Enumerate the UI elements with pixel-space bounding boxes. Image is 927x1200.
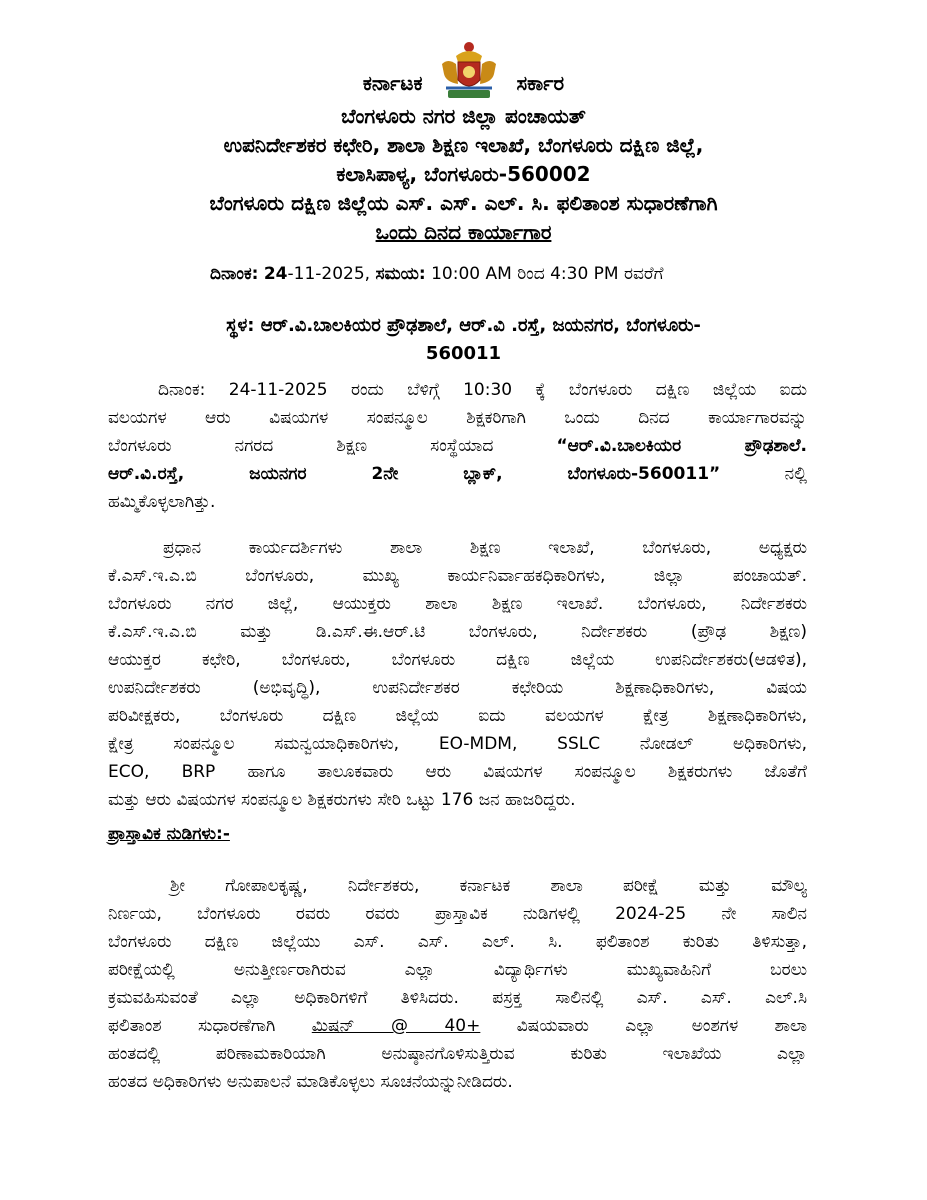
- paragraph-line: [108, 460, 807, 488]
- paragraph-line: ಕೆ.ಎಸ್.ಇ.ಎ.ಬಿ ಬೆಂಗಳೂರು, ಮುಖ್ಯ ಕಾರ್ಯನಿರ್ವಾಹಕಧಿಕಾರಿಗಳು, ಜಿಲ್ಲಾ ಪಂಚಾಯತ್.: [108, 566, 807, 586]
- paragraph-line: ಉಪನಿರ್ದೇಶಕರು (ಅಭಿವೃದ್ಧಿ), ಉಪನಿರ್ದೇಶಕರ ಕಛೇರಿಯ ಶಿಕ್ಷಣಾಧಿಕಾರಿಗಳು, ವಿಷಯ: [108, 678, 807, 698]
- paragraph-line: ಶ್ರೀ ಗೋಪಾಲಕೃಷ್ಣ, ನಿರ್ದೇಶಕರು, ಕರ್ನಾಟಕ ಶಾಲಾ ಪರೀಕ್ಷೆ ಮತ್ತು ಮೌಲ್ಯ: [170, 876, 807, 896]
- paragraph-line: ಪರೀಕ್ಷೆಯಲ್ಲಿ ಅನುತ್ತೀರ್ಣರಾಗಿರುವ ಎಲ್ಲಾ ವಿದ್ಯಾರ್ಥಿಗಳು ಮುಖ್ಯವಾಹಿನಿಗೆ ಬರಲು: [108, 960, 807, 980]
- time-value: 10:00 AM ರಿಂದ 4:30 PM ರವರೆಗೆ: [431, 264, 664, 284]
- paragraph-line: ಪರಿವೀಕ್ಷಕರು, ಬೆಂಗಳೂರು ದಕ್ಷಿಣ ಜಿಲ್ಲೆಯ ಐದು ವಲಯಗಳ ಕ್ಷೇತ್ರ ಶಿಕ್ಷಣಾಧಿಕಾರಿಗಳು,: [108, 706, 807, 726]
- date-rest: -11-2025,: [287, 264, 371, 284]
- paragraph-line: ಕೆ.ಎಸ್.ಇ.ಎ.ಬಿ ಮತ್ತು ಡಿ.ಎಸ್.ಈ.ಆರ್.ಟಿ ಬೆಂಗಳೂರು, ನಿರ್ದೇಶಕರು (ಪ್ರೌಢ ಶಿಕ್ಷಣ): [108, 622, 807, 642]
- paragraph-line: [108, 1012, 807, 1040]
- letterhead-top-row: [0, 38, 927, 102]
- paragraph-line: ಕ್ಷೇತ್ರ ಸಂಪನ್ಮೂಲ ಸಮನ್ವಯಾಧಿಕಾರಿಗಳು, EO-MDM, SSLC ನೋಡಲ್ ಅಧಿಕಾರಿಗಳು,: [108, 734, 807, 754]
- paragraph-line: ಪ್ರಧಾನ ಕಾರ್ಯದರ್ಶಿಗಳು ಶಾಲಾ ಶಿಕ್ಷಣ ಇಲಾಖೆ, ಬೆಂಗಳೂರು, ಅಧ್ಯಕ್ಷರು: [163, 538, 807, 558]
- government-word: ಸರ್ಕಾರ: [516, 71, 565, 95]
- karnataka-emblem-icon: [434, 40, 504, 102]
- paragraph-line: ಹಂತದಲ್ಲಿ ಪರಿಣಾಮಕಾರಿಯಾಗಿ ಅನುಷ್ಠಾನಗೊಳಿಸುತ್ತಿರುವ ಕುರಿತು ಇಲಾಖೆಯ ಎಲ್ಲಾ: [108, 1044, 807, 1064]
- institution-name: “ಆರ್.ವಿ.ಬಾಲಕಿಯರ ಪ್ರೌಢಶಾಲೆ.: [556, 436, 807, 456]
- paragraph-text: ನಲ್ಲಿ: [720, 464, 807, 484]
- paragraph-intro: [108, 376, 807, 516]
- paragraph-line: ವಲಯಗಳ ಆರು ವಿಷಯಗಳ ಸಂಪನ್ಮೂಲ ಶಿಕ್ಷಕರಿಗಾಗಿ ಒಂದು ದಿನದ ಕಾರ್ಯಾಗಾರವನ್ನು: [108, 408, 807, 428]
- state-name: ಕರ್ನಾಟಕ: [362, 71, 423, 95]
- paragraph-line: ಆಯುಕ್ತರ ಕಛೇರಿ, ಬೆಂಗಳೂರು, ಬೆಂಗಳೂರು ದಕ್ಷಿಣ ಜಿಲ್ಲೆಯ ಉಪನಿರ್ದೇಶಕರು(ಆಡಳಿತ),: [108, 650, 807, 670]
- paragraph-opening-remarks: [108, 872, 807, 1096]
- paragraph-line: ಹಂತದ ಅಧಿಕಾರಿಗಳು ಅನುಪಾಲನೆ ಮಾಡಿಕೊಳ್ಳಲು ಸೂಚನೆಯನ್ನುನೀಡಿದರು.: [108, 1072, 513, 1092]
- time-label: ಸಮಯ:: [375, 264, 426, 284]
- paragraph-line: ಬೆಂಗಳೂರು ನಗರ ಜಿಲ್ಲೆ, ಆಯುಕ್ತರು ಶಾಲಾ ಶಿಕ್ಷಣ ಇಲಾಖೆ. ಬೆಂಗಳೂರು, ನಿರ್ದೇಶಕರು: [108, 594, 807, 614]
- institution-intro: ಬೆಂಗಳೂರು ನಗರದ ಶಿಕ್ಷಣ ಸಂಸ್ಥೆಯಾದ: [108, 436, 557, 456]
- subject-line: ಬೆಂಗಳೂರು ದಕ್ಷಿಣ ಜಿಲ್ಲೆಯ ಎಸ್. ಎಸ್. ಎಲ್. ಸಿ. ಫಲಿತಾಂಶ ಸುಧಾರಣೆಗಾಗಿ: [209, 191, 718, 215]
- office-address: ಕಲಾಸಿಪಾಳ್ಯ, ಬೆಂಗಳೂರು-560002: [336, 162, 591, 186]
- venue-line-1: ಸ್ಥಳ: ಆರ್.ವಿ.ಬಾಲಕಿಯರ ಪ್ರೌಢಶಾಲೆ, ಆರ್.ವಿ .ರಸ್ತೆ, ಜಯನಗರ, ಬೆಂಗಳೂರು-: [226, 315, 701, 336]
- letterhead: [0, 38, 927, 247]
- venue: [120, 312, 807, 368]
- section-heading: ಪ್ರಾಸ್ತಾವಿಕ ನುಡಿಗಳು:-: [108, 824, 230, 844]
- paragraph-attendees: [108, 534, 807, 814]
- mission-label: ಮಿಷನ್ @ 40+: [311, 1016, 481, 1036]
- paragraph-line: ನಿರ್ಣಯ, ಬೆಂಗಳೂರು ರವರು ರವರು ಪ್ರಾಸ್ತಾವಿಕ ನುಡಿಗಳಲ್ಲಿ 2024-25 ನೇ ಸಾಲಿನ: [108, 904, 807, 924]
- paragraph-line: [108, 432, 807, 460]
- institution-address: ಆರ್.ವಿ.ರಸ್ತೆ, ಜಯನಗರ 2ನೇ ಬ್ಲಾಕ್, ಬೆಂಗಳೂರು-560011”: [108, 464, 721, 484]
- paragraph-text: ಫಲಿತಾಂಶ ಸುಧಾರಣೆಗಾಗಿ: [108, 1016, 312, 1036]
- paragraph-line: ಬೆಂಗಳೂರು ದಕ್ಷಿಣ ಜಿಲ್ಲೆಯು ಎಸ್. ಎಸ್. ಎಲ್. ಸಿ. ಫಲಿತಾಂಶ ಕುರಿತು ತಿಳಿಸುತ್ತಾ,: [108, 932, 807, 952]
- date-day: 24: [263, 264, 288, 284]
- date-time-line: [210, 264, 663, 284]
- district-panchayat-title: ಬೆಂಗಳೂರು ನಗರ ಜಿಲ್ಲಾ ಪಂಚಾಯತ್: [341, 104, 586, 128]
- workshop-title: ಒಂದು ದಿನದ ಕಾರ್ಯಾಗಾರ: [375, 220, 552, 244]
- paragraph-text: ವಿಷಯವಾರು ಎಲ್ಲಾ ಅಂಶಗಳ ಶಾಲಾ: [480, 1016, 807, 1036]
- paragraph-line: ECO, BRP ಹಾಗೂ ತಾಲೂಕವಾರು ಆರು ವಿಷಯಗಳ ಸಂಪನ್ಮೂಲ ಶಿಕ್ಷಕರುಗಳು ಜೊತೆಗೆ: [108, 762, 807, 782]
- date-label: ದಿನಾಂಕ:: [210, 264, 259, 284]
- venue-line-2: 560011: [425, 343, 502, 364]
- paragraph-line: ಮತ್ತು ಆರು ವಿಷಯಗಳ ಸಂಪನ್ಮೂಲ ಶಿಕ್ಷಕರುಗಳು ಸೇರಿ ಒಟ್ಟು 176 ಜನ ಹಾಜರಿದ್ದರು.: [108, 790, 576, 810]
- paragraph-line: ದಿನಾಂಕ: 24-11-2025 ರಂದು ಬೆಳಿಗ್ಗೆ 10:30 ಕ್ಕೆ ಬೆಂಗಳೂರು ದಕ್ಷಿಣ ಜಿಲ್ಲೆಯ ಐದು: [158, 380, 807, 400]
- paragraph-line: ಕ್ರಮವಹಿಸುವಂತೆ ಎಲ್ಲಾ ಅಧಿಕಾರಿಗಳಿಗೆ ತಿಳಿಸಿದರು. ಪಸ್ರಕ್ತ ಸಾಲಿನಲ್ಲಿ ಎಸ್. ಎಸ್. ಎಲ್.ಸಿ: [108, 988, 807, 1008]
- paragraph-line: ಹಮ್ಮಿಕೊಳ್ಳಲಾಗಿತ್ತು.: [108, 492, 216, 512]
- office-title: ಉಪನಿರ್ದೇಶಕರ ಕಛೇರಿ, ಶಾಲಾ ಶಿಕ್ಷಣ ಇಲಾಖೆ, ಬೆಂಗಳೂರು ದಕ್ಷಿಣ ಜಿಲ್ಲೆ,: [223, 133, 704, 157]
